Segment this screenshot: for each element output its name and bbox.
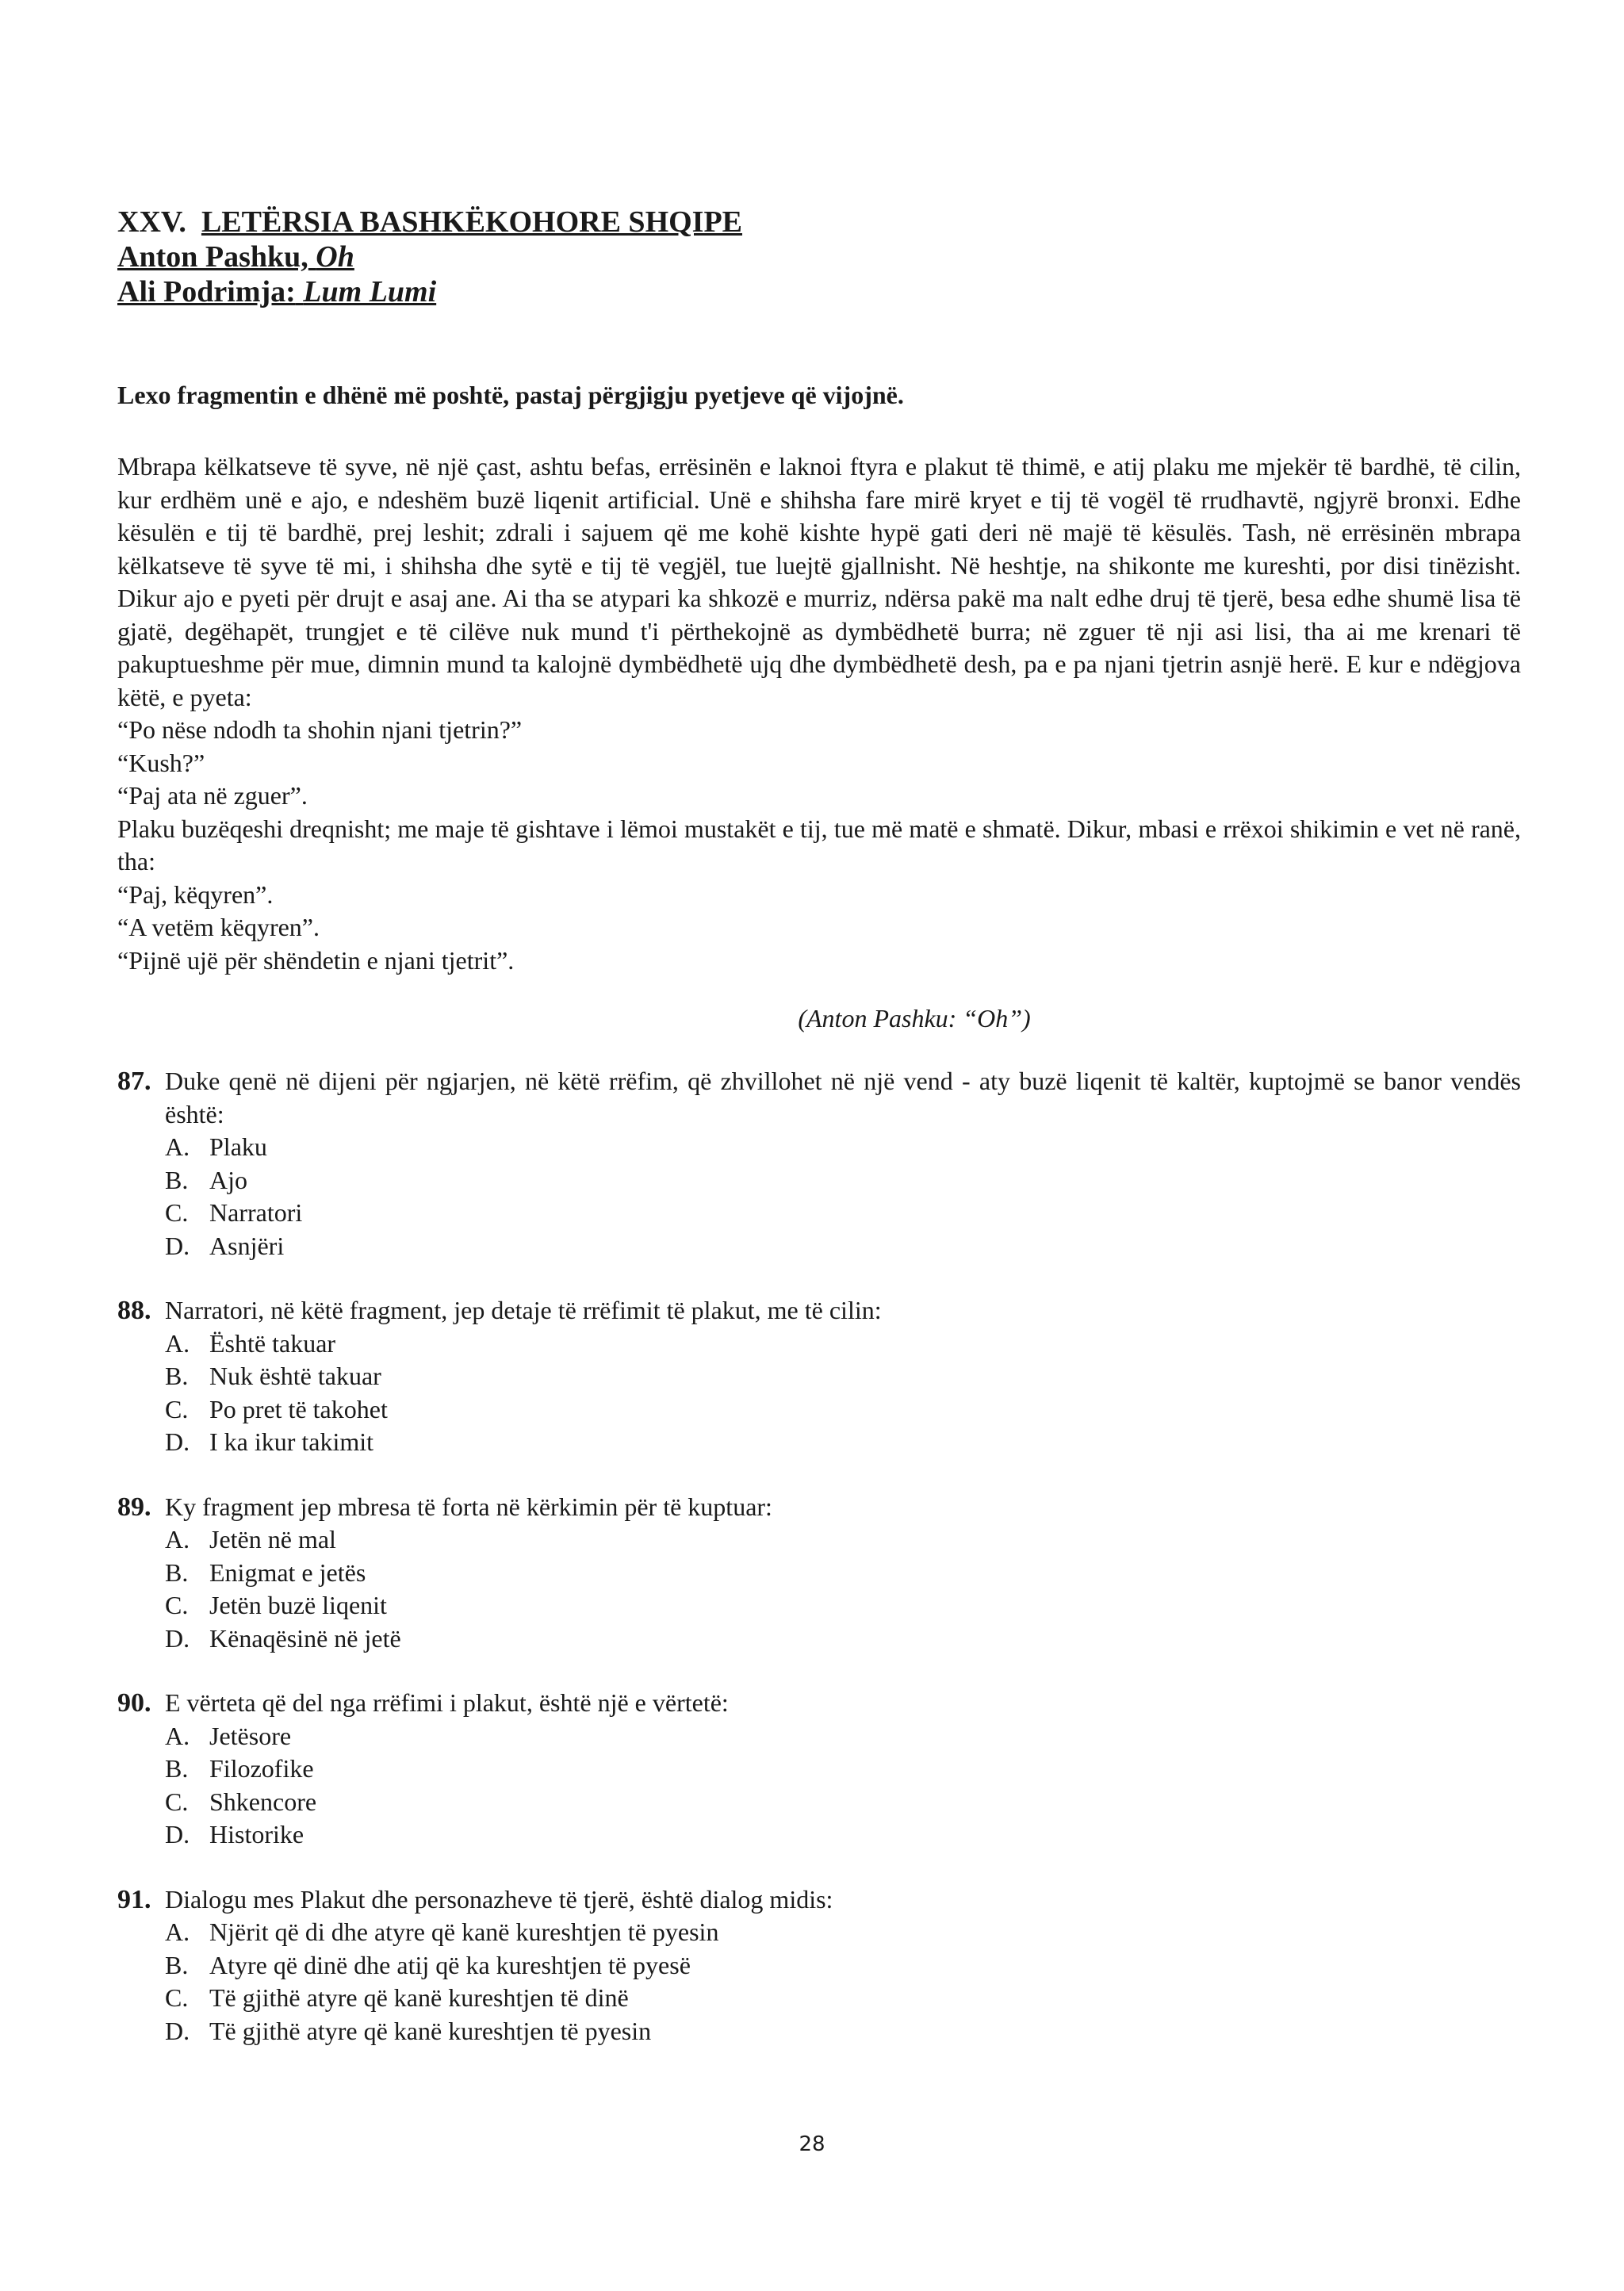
question-89 — [117, 1491, 1521, 1656]
option-letter: A. — [165, 1328, 190, 1358]
passage-line: “Pijnë ujë për shëndetin e njani tjetrit”. — [117, 945, 515, 975]
instruction: Lexo fragmentin e dhënë më poshtë, pastaj përgjigju pyetjeve që vijojnë. — [117, 381, 904, 409]
option-text: Jetën në mal — [209, 1525, 336, 1554]
option-text: Është takuar — [209, 1328, 336, 1358]
question-text: Ky fragment jep mbresa të forta në kërkimin për të kuptuar: — [165, 1492, 772, 1521]
question-number: 91. — [117, 1884, 151, 1914]
answer-option-d[interactable] — [165, 1426, 1521, 1459]
question-stem — [117, 1065, 1521, 1131]
answer-option-c[interactable] — [165, 1982, 1521, 2015]
answer-option-c[interactable] — [165, 1197, 1521, 1230]
question-stem — [117, 1491, 1521, 1524]
option-text: Jetën buzë liqenit — [209, 1591, 387, 1619]
option-letter: B. — [165, 1165, 189, 1194]
option-letter: B. — [165, 1362, 189, 1390]
option-letter: C. — [165, 1787, 189, 1816]
answer-options — [165, 1131, 1521, 1262]
work-lum-lumi: Lum Lumi — [303, 275, 437, 308]
passage-paragraph-1: Mbrapa këlkatseve të syve, në një çast, ashtu befas, errësinën e laknoi ftyra e plakut të thimë, e atij plaku me mjekër të bardhë, të cilin, kur erdhëm unë e ajo, e ndeshëm buzë liqenit artificial. Unë e shihsha fare mirë kryet e tij të vogël të rrudhavtë, ngjyrë bronxi. Edhe kësulën e tij të bardhë, prej leshit; zdrali i sajuem që me kohë kishte hypë gati deri në majë të kësulës. Tash, në errësinën mbrapa këlkatseve të syve të mi, i shihsha dhe sytë e tij të vegjël, tue luejtë gjallnisht. Në heshtje, na shikonte me kureshti, por disi tinëzisht. Dikur ajo e pyeti për drujt e asaj ane. Ai tha se atypari ka shkozë e murriz, ndërsa pakë ma nalt edhe druj të tjerë, besa edhe shumë lisa të gjatë, degëhapët, trungjet e të cilëve nuk mund t'i përthekojnë as dymbëdhetë burra; në zguer të nji asi lisi, tha ai me krenari të pakuptueshme për mue, dimnin mund ta kalojnë dymbëdhetë ujq dhe dymbëdhetë desh, pa e pa njani tjetrin asnjë herë. E kur e ndëgjova këtë, e pyeta: — [117, 452, 1521, 711]
option-letter: D. — [165, 1820, 190, 1849]
answer-option-b[interactable] — [165, 1753, 1521, 1786]
answer-option-c[interactable] — [165, 1589, 1521, 1622]
option-text: Historike — [209, 1820, 304, 1849]
page-number: 28 — [799, 2132, 825, 2156]
passage-line: “Kush?” — [117, 748, 205, 777]
option-letter: D. — [165, 2016, 190, 2045]
question-number: 88. — [117, 1296, 151, 1325]
option-letter: B. — [165, 1754, 189, 1783]
answer-option-b[interactable] — [165, 1557, 1521, 1590]
answer-option-c[interactable] — [165, 1786, 1521, 1819]
option-text: Narratori — [209, 1198, 303, 1227]
option-text: Të gjithë atyre që kanë kureshtjen të dinë — [209, 1983, 629, 2012]
answer-option-a[interactable] — [165, 1720, 1521, 1753]
option-text: Të gjithë atyre që kanë kureshtjen të pyesin — [209, 2016, 652, 2045]
option-text: Jetësore — [209, 1721, 292, 1750]
option-letter: C. — [165, 1394, 189, 1423]
option-letter: D. — [165, 1623, 190, 1653]
answer-options — [165, 1720, 1521, 1852]
option-letter: A. — [165, 1132, 190, 1161]
option-letter: D. — [165, 1231, 190, 1260]
answer-options — [165, 1327, 1521, 1459]
answer-option-d[interactable] — [165, 1622, 1521, 1656]
answer-options — [165, 1523, 1521, 1655]
source-attribution: (Anton Pashku: “Oh”) — [798, 1004, 1031, 1032]
option-letter: B. — [165, 1557, 189, 1587]
heading-line-3 — [117, 274, 1521, 309]
option-text: Nuk është takuar — [209, 1362, 381, 1390]
question-text: Dialogu mes Plakut dhe personazheve të tjerë, është dialog midis: — [165, 1884, 833, 1914]
passage-paragraph-2: Plaku buzëqeshi dreqnisht; me maje të gishtave i lëmoi mustakët e tij, tue më matë e shmatë. Dikur, mbasi e rrëxoi shikimin e vet në ranë, tha: — [117, 814, 1521, 875]
answer-option-a[interactable] — [165, 1131, 1521, 1164]
option-letter: A. — [165, 1525, 190, 1554]
author-podrimja: Ali Podrimja: — [117, 275, 296, 308]
option-text: Filozofike — [209, 1754, 314, 1783]
question-87 — [117, 1065, 1521, 1262]
question-88 — [117, 1294, 1521, 1459]
answer-option-c[interactable] — [165, 1393, 1521, 1427]
option-text: Po pret të takohet — [209, 1394, 388, 1423]
chapter-title: LETËRSIA BASHKËKOHORE SHQIPE — [201, 205, 743, 239]
option-letter: C. — [165, 1591, 189, 1619]
option-letter: A. — [165, 1721, 190, 1750]
answer-option-d[interactable] — [165, 1818, 1521, 1852]
answer-options — [165, 1916, 1521, 2048]
work-oh: Oh — [316, 240, 354, 274]
question-stem — [117, 1687, 1521, 1720]
option-letter: C. — [165, 1198, 189, 1227]
passage — [117, 450, 1521, 977]
option-text: Shkencore — [209, 1787, 317, 1816]
option-letter: B. — [165, 1950, 189, 1979]
heading-line-1 — [117, 205, 1521, 239]
option-text: Kënaqësinë në jetë — [209, 1623, 401, 1653]
answer-option-b[interactable] — [165, 1949, 1521, 1983]
option-text: Plaku — [209, 1132, 267, 1161]
answer-option-a[interactable] — [165, 1523, 1521, 1557]
question-text: Duke qenë në dijeni për ngjarjen, në këtë rrëfim, që zhvillohet në një vend - aty buzë liqenit të kaltër, kuptojmë se banor vendës është: — [165, 1067, 1521, 1128]
option-text: Ajo — [209, 1165, 247, 1194]
answer-option-d[interactable] — [165, 2015, 1521, 2048]
passage-line: “Po nëse ndodh ta shohin njani tjetrin?” — [117, 715, 523, 744]
question-91 — [117, 1883, 1521, 2048]
question-list — [117, 1065, 1521, 2048]
question-90 — [117, 1687, 1521, 1852]
option-text: Atyre që dinë dhe atij që ka kureshtjen të pyesë — [209, 1950, 691, 1979]
answer-option-b[interactable] — [165, 1164, 1521, 1197]
option-text: Asnjëri — [209, 1231, 285, 1260]
question-number: 89. — [117, 1492, 151, 1522]
option-text: Njërit që di dhe atyre që kanë kureshtjen të pyesin — [209, 1917, 719, 1946]
answer-option-b[interactable] — [165, 1360, 1521, 1393]
option-letter: D. — [165, 1427, 190, 1456]
question-number: 90. — [117, 1688, 151, 1718]
page — [117, 205, 1521, 2048]
answer-option-a[interactable] — [165, 1916, 1521, 1949]
passage-line: “Paj, këqyren”. — [117, 879, 274, 909]
question-text: Narratori, në këtë fragment, jep detaje të rrëfimit të plakut, me të cilin: — [165, 1296, 882, 1324]
heading-line-2 — [117, 239, 1521, 274]
option-text: Enigmat e jetës — [209, 1557, 366, 1587]
question-number: 87. — [117, 1067, 151, 1096]
answer-option-a[interactable] — [165, 1327, 1521, 1361]
question-text: E vërteta që del nga rrëfimi i plakut, është një e vërtetë: — [165, 1688, 729, 1717]
chapter-number: XXV. — [117, 205, 186, 239]
option-letter: A. — [165, 1917, 190, 1946]
author-pashku: Anton Pashku, — [117, 240, 308, 274]
option-letter: C. — [165, 1983, 189, 2012]
option-text: I ka ikur takimit — [209, 1427, 374, 1456]
passage-line: “Paj ata në zguer”. — [117, 781, 308, 810]
passage-line: “A vetëm këqyren”. — [117, 913, 320, 941]
question-stem — [117, 1294, 1521, 1327]
answer-option-d[interactable] — [165, 1230, 1521, 1263]
chapter-heading — [117, 205, 1521, 309]
question-stem — [117, 1883, 1521, 1917]
